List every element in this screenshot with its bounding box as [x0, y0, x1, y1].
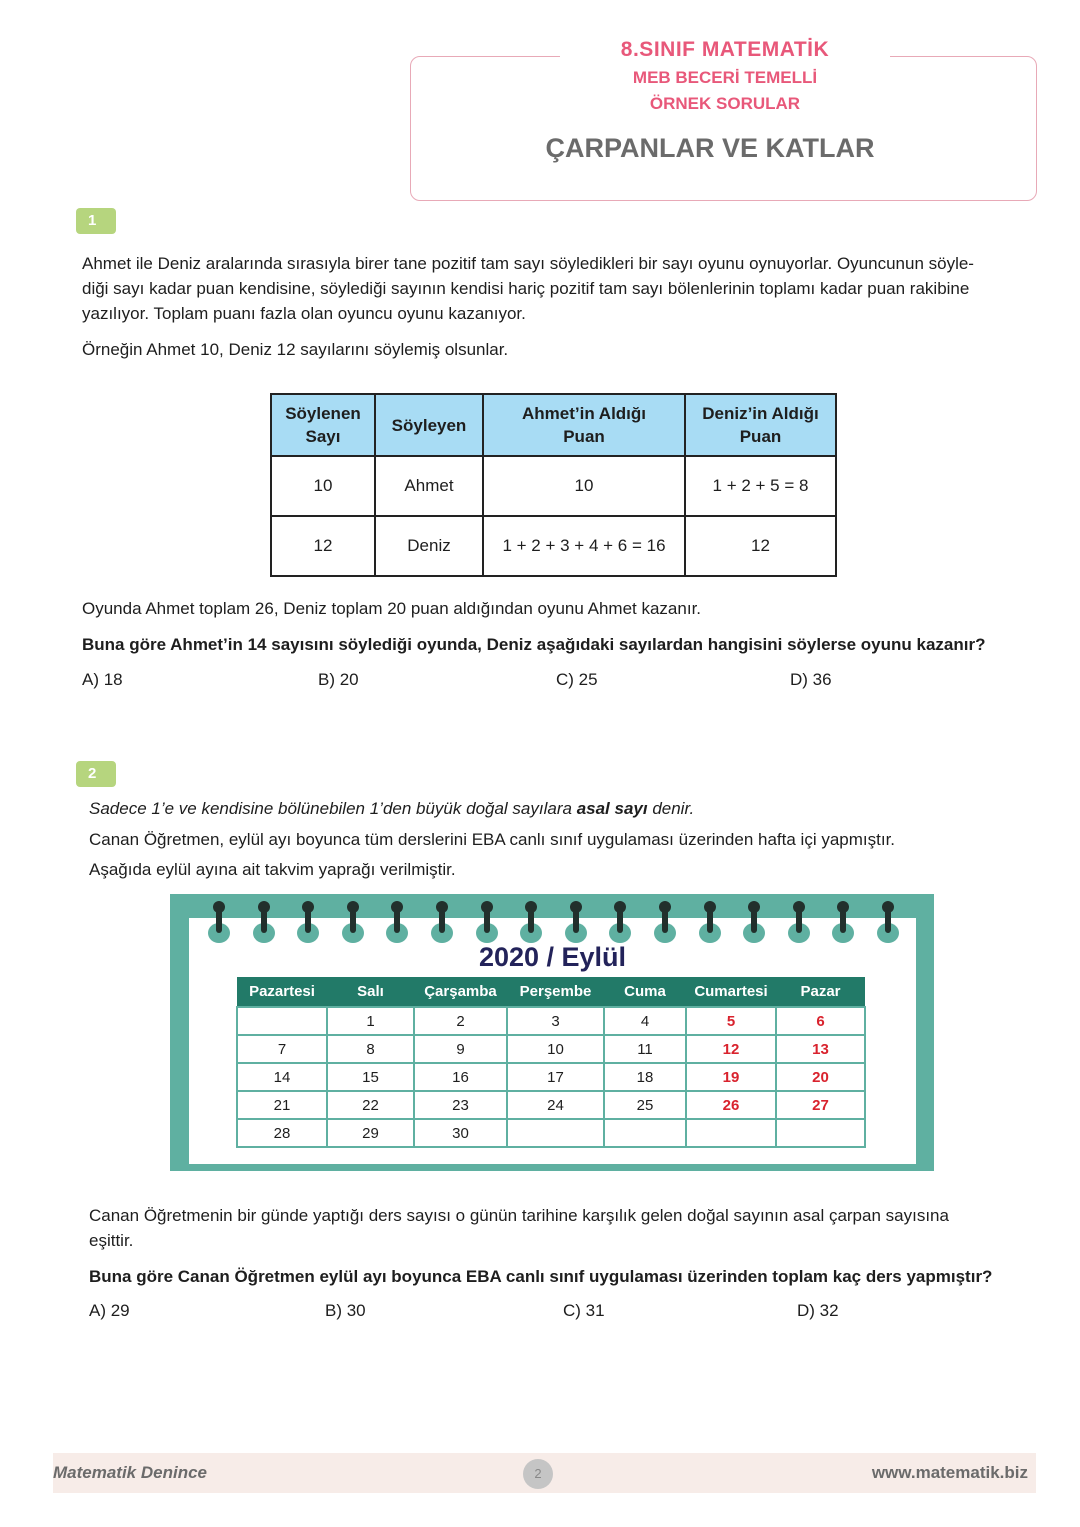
- day-friday: Cuma: [604, 977, 686, 1007]
- calendar-day-cell: 11: [604, 1035, 686, 1063]
- calendar-day-cell: 15: [327, 1063, 414, 1091]
- calendar-day-cell: [507, 1119, 604, 1147]
- option-a[interactable]: A) 18: [82, 670, 123, 689]
- calendar-week-row: [237, 1063, 865, 1091]
- option-d[interactable]: D) 36: [790, 670, 832, 689]
- question-1-result: Oyunda Ahmet toplam 26, Deniz toplam 20 puan aldığından oyunu Ahmet kazanır.: [82, 599, 702, 618]
- col-ahmet-points: Ahmet’in Aldığı Puan: [483, 394, 685, 456]
- calendar-day-cell: 17: [507, 1063, 604, 1091]
- definition-term: asal sayı: [576, 799, 648, 818]
- rule-line: eşittir.: [89, 1231, 134, 1250]
- calendar-grid: [236, 977, 866, 1148]
- table-cell: 12: [685, 516, 836, 576]
- option-a[interactable]: A) 29: [89, 1301, 130, 1320]
- calendar-day-cell: 4: [604, 1007, 686, 1035]
- calendar-day-cell: 22: [327, 1091, 414, 1119]
- table-header-row: [271, 394, 836, 456]
- calendar-day-cell: 9: [414, 1035, 507, 1063]
- website-link[interactable]: www.matematik.biz: [871, 1463, 1028, 1482]
- option-d[interactable]: D) 32: [797, 1301, 839, 1320]
- calendar-day-cell: 21: [237, 1091, 327, 1119]
- calendar-day-cell: 19: [686, 1063, 776, 1091]
- intro-line: diği sayı kadar puan kendisine, söylediği sayının kendisi hariç pozitif tam sayı bölenlerinin toplamı kadar puan rakibine: [82, 279, 970, 298]
- calendar-day-cell: 10: [507, 1035, 604, 1063]
- calendar-day-cell: 8: [327, 1035, 414, 1063]
- calendar-day-cell: 28: [237, 1119, 327, 1147]
- calendar-day-cell: 23: [414, 1091, 507, 1119]
- grade-label: 8.SINIF MATEMATİK: [620, 38, 830, 61]
- calendar-day-cell: 27: [776, 1091, 865, 1119]
- calendar-day-cell: 20: [776, 1063, 865, 1091]
- page-title: ÇARPANLAR VE KATLAR: [545, 133, 875, 163]
- day-sunday: Pazar: [776, 977, 865, 1007]
- question-2-context: Canan Öğretmen, eylül ayı boyunca tüm derslerini EBA canlı sınıf uygulaması üzerinden hafta içi yapmıştır.: [89, 830, 896, 849]
- calendar-header-row: [237, 977, 865, 1007]
- calendar-day-cell: [686, 1119, 776, 1147]
- table-cell: Ahmet: [375, 456, 483, 516]
- definition-text: denir.: [647, 799, 695, 818]
- definition-text: Sadece 1’e ve kendisine bölünebilen 1’den büyük doğal sayılara: [89, 799, 577, 818]
- table-cell: Deniz: [375, 516, 483, 576]
- sample-label: ÖRNEK SORULAR: [649, 94, 801, 113]
- table-cell: 1 + 2 + 5 = 8: [685, 456, 836, 516]
- day-thursday: Perşembe: [507, 977, 604, 1007]
- calendar-day-cell: 25: [604, 1091, 686, 1119]
- table-row: [271, 516, 836, 576]
- calendar-day-cell: 29: [327, 1119, 414, 1147]
- rule-line: Canan Öğretmenin bir günde yaptığı ders sayısı o günün tarihine karşılık gelen doğal sayının asal çarpan sayısına: [89, 1206, 949, 1225]
- intro-line: Ahmet ile Deniz aralarında sırasıyla birer tane pozitif tam sayı söyledikleri bir sayı oyunu oynuyorlar. Oyuncunun söyle-: [82, 254, 974, 273]
- calendar-day-cell: 1: [327, 1007, 414, 1035]
- prime-definition: [89, 796, 694, 821]
- calendar-day-cell: [604, 1119, 686, 1147]
- calendar-day-cell: 7: [237, 1035, 327, 1063]
- header-subtitle: [560, 38, 890, 114]
- calendar-day-cell: 24: [507, 1091, 604, 1119]
- page-footer: [53, 1453, 1036, 1493]
- calendar-day-cell: [776, 1119, 865, 1147]
- calendar-day-cell: 13: [776, 1035, 865, 1063]
- calendar-week-row: [237, 1119, 865, 1147]
- question-2-badge: 2: [76, 761, 116, 787]
- calendar-day-cell: 3: [507, 1007, 604, 1035]
- brand-name: Matematik Denince: [53, 1463, 207, 1482]
- table-cell: 10: [483, 456, 685, 516]
- question-2-calendar-intro: Aşağıda eylül ayına ait takvim yaprağı verilmiştir.: [89, 860, 456, 879]
- option-c[interactable]: C) 31: [563, 1301, 605, 1320]
- question-2-prompt: Buna göre Canan Öğretmen eylül ayı boyunca EBA canlı sınıf uygulaması üzerinden toplam kaç ders yapmıştır?: [89, 1267, 993, 1286]
- calendar-day-cell: 14: [237, 1063, 327, 1091]
- calendar-day-cell: 26: [686, 1091, 776, 1119]
- calendar-day-cell: 16: [414, 1063, 507, 1091]
- col-said-number: Söylenen Sayı: [271, 394, 375, 456]
- calendar-day-cell: 6: [776, 1007, 865, 1035]
- calendar-week-row: [237, 1091, 865, 1119]
- table-cell: 10: [271, 456, 375, 516]
- calendar-week-row: [237, 1035, 865, 1063]
- day-saturday: Cumartesi: [686, 977, 776, 1007]
- table-cell: 12: [271, 516, 375, 576]
- page-number: 2: [523, 1459, 553, 1489]
- calendar-day-cell: 5: [686, 1007, 776, 1035]
- option-b[interactable]: B) 30: [325, 1301, 366, 1320]
- question-2-rule: [89, 1203, 1031, 1253]
- calendar-day-cell: 2: [414, 1007, 507, 1035]
- day-monday: Pazartesi: [237, 977, 327, 1007]
- col-deniz-points: Deniz’in Aldığı Puan: [685, 394, 836, 456]
- option-b[interactable]: B) 20: [318, 670, 359, 689]
- calendar-day-cell: 12: [686, 1035, 776, 1063]
- table-cell: 1 + 2 + 3 + 4 + 6 = 16: [483, 516, 685, 576]
- option-c[interactable]: C) 25: [556, 670, 598, 689]
- calendar-title: 2020 / Eylül: [478, 942, 627, 972]
- calendar-week-row: [237, 1007, 865, 1035]
- calendar-day-cell: 30: [414, 1119, 507, 1147]
- question-1-badge: 1: [76, 208, 116, 234]
- col-sayer: Söyleyen: [375, 394, 483, 456]
- calendar-day-cell: [237, 1007, 327, 1035]
- day-wednesday: Çarşamba: [414, 977, 507, 1007]
- intro-line: yazılıyor. Toplam puanı fazla olan oyuncu oyunu kazanıyor.: [82, 304, 526, 323]
- question-1-example: Örneğin Ahmet 10, Deniz 12 sayılarını söylemiş olsunlar.: [82, 340, 509, 359]
- score-table: [270, 393, 837, 577]
- day-tuesday: Salı: [327, 977, 414, 1007]
- calendar-day-cell: 18: [604, 1063, 686, 1091]
- question-1-intro: [82, 251, 1032, 326]
- series-label: MEB BECERİ TEMELLİ: [632, 68, 818, 87]
- table-row: [271, 456, 836, 516]
- question-1-prompt: Buna göre Ahmet’in 14 sayısını söylediği oyunda, Deniz aşağıdaki sayılardan hangisini söylerse oyunu kazanır?: [82, 635, 986, 654]
